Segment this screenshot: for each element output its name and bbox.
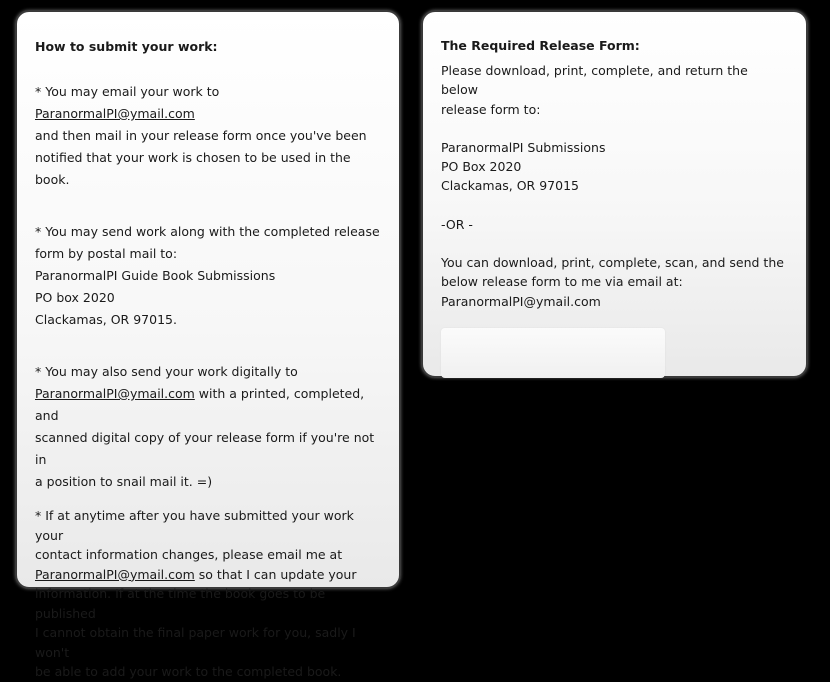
postal-submission-line: * You may send work along with the completed release bbox=[35, 224, 380, 239]
postal-submission-line: form by postal mail to: bbox=[35, 246, 178, 261]
release-intro bbox=[441, 61, 788, 119]
release-email-instructions bbox=[441, 253, 788, 311]
release-intro-line: Please download, print, complete, and return the below bbox=[441, 63, 748, 98]
release-address-line: Clackamas, OR 97015 bbox=[441, 178, 579, 194]
email-submission-prefix: * You may email your work to bbox=[35, 84, 220, 99]
postal-address-line: Clackamas, OR 97015. bbox=[35, 312, 177, 327]
release-heading: The Required Release Form: bbox=[441, 38, 640, 53]
email-link[interactable]: ParanormalPI@ymail.com bbox=[35, 106, 195, 121]
release-email-line: below release form to me via email at: bbox=[441, 274, 683, 290]
contact-change-line bbox=[35, 565, 381, 585]
release-form-panel bbox=[421, 10, 808, 378]
email-submission-line bbox=[35, 81, 381, 125]
release-email-address: ParanormalPI@ymail.com bbox=[441, 293, 601, 309]
email-submission-section bbox=[35, 81, 381, 191]
contact-change-line: I cannot obtain the final paper work for you, sadly I won't bbox=[35, 625, 356, 660]
postal-address-line: PO box 2020 bbox=[35, 290, 115, 305]
digital-submission-suffix: with a printed, completed, and bbox=[35, 386, 365, 423]
postal-submission-section bbox=[35, 221, 381, 331]
contact-change-line: * If at anytime after you have submitted your work your bbox=[35, 508, 354, 543]
email-link[interactable]: ParanormalPI@ymail.com bbox=[35, 566, 195, 582]
digital-submission-line: scanned digital copy of your release form if you're not in bbox=[35, 430, 375, 467]
contact-change-suffix: so that I can update your bbox=[194, 566, 357, 582]
release-address-line: ParanormalPI Submissions bbox=[441, 139, 606, 155]
email-link[interactable]: ParanormalPI@ymail.com bbox=[35, 386, 195, 401]
release-form-embed[interactable] bbox=[441, 328, 665, 378]
release-address bbox=[441, 138, 788, 196]
digital-submission-line: * You may also send your work digitally to bbox=[35, 364, 298, 379]
submission-instructions-panel bbox=[15, 10, 401, 679]
contact-change-line: be able to add your work to the completed book. bbox=[35, 664, 342, 679]
release-email-line: You can download, print, complete, scan, and send the bbox=[441, 255, 784, 271]
contact-change-line: contact information changes, please email me at bbox=[35, 547, 343, 562]
email-submission-line: and then mail in your release form once you've been bbox=[35, 128, 367, 143]
contact-change-section bbox=[35, 506, 381, 682]
release-intro-line: release form to: bbox=[441, 101, 541, 117]
postal-address-line: ParanormalPI Guide Book Submissions bbox=[35, 268, 276, 283]
digital-submission-line: a position to snail mail it. =) bbox=[35, 474, 213, 489]
digital-submission-line bbox=[35, 383, 381, 427]
or-separator: -OR - bbox=[441, 216, 473, 232]
submit-heading: How to submit your work: bbox=[35, 39, 218, 54]
release-address-line: PO Box 2020 bbox=[441, 159, 522, 175]
contact-change-line: information. If at the time the book goes to be published bbox=[35, 586, 326, 621]
email-submission-line: notified that your work is chosen to be used in the book. bbox=[35, 150, 351, 187]
digital-submission-section bbox=[35, 361, 381, 493]
